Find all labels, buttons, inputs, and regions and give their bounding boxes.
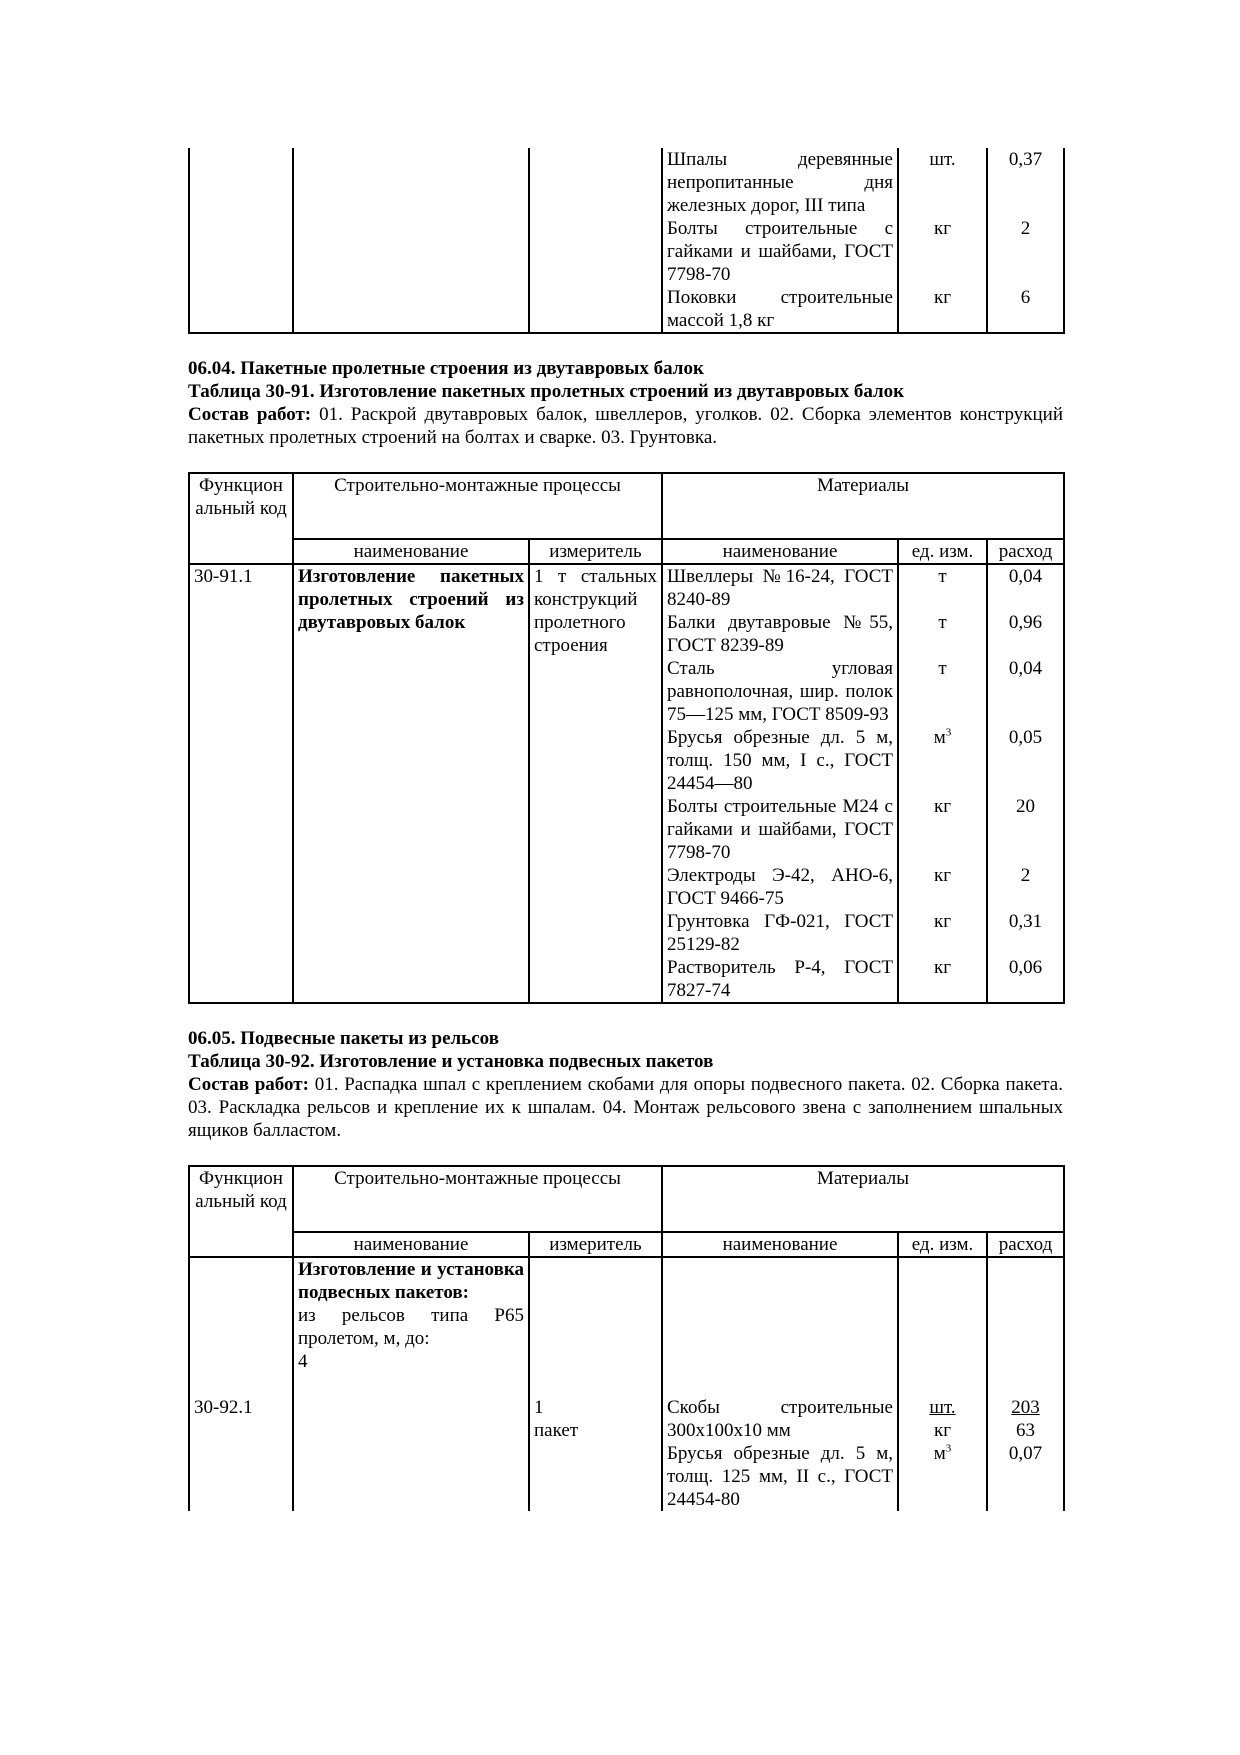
material-qty: 0,31 [987,910,1064,956]
material-name: Болты строительные с гайками и шайбами, ГОСТ 7798-70 [662,217,898,286]
process-span: 4 [298,1351,308,1372]
header-meter: измеритель [529,539,662,564]
material-unit: кг [898,217,987,286]
table-30-92 [188,1165,1065,1511]
material-unit: кг [933,1420,952,1441]
header-name: наименование [293,539,529,564]
material-qty: 203 [1011,1397,1040,1418]
table-row [189,564,1064,611]
header-meter: измеритель [529,1232,662,1257]
material-qty: 2 [987,864,1064,910]
material-name: Грунтовка ГФ-021, ГОСТ 25129-82 [662,910,898,956]
header-materials: Материалы [662,473,1064,539]
material-unit: кг [898,864,987,910]
material-name: Брусья обрезные дл. 5 м, толщ. 125 мм, II с., ГОСТ 24454-80 [667,1443,893,1510]
table-subheader-row [189,1232,1064,1257]
header-qty: расход [987,1232,1064,1257]
header-unit: ед. изм. [898,1232,987,1257]
material-unit: т [898,611,987,657]
continued-table [188,148,1065,334]
work-composition [188,403,1063,449]
material-qty: 0,96 [987,611,1064,657]
table-30-91 [188,472,1065,1004]
row-code: 30-92.1 [189,1257,293,1511]
section-heading: 06.05. Подвесные пакеты из рельсов [188,1028,499,1049]
material-qty: 0,05 [987,726,1064,795]
material-unit: кг [898,795,987,864]
meter-unit: пакет [534,1420,579,1441]
table-header-row [189,1166,1064,1232]
unit-text: м [933,1443,946,1464]
table-subheader-row [189,539,1064,564]
composition-text: 01. Раскрой двутавровых балок, швеллеров, уголков. 02. Сборка элементов конструкций пакетных пролетных строений на болтах и сварке. 03. Грунтовка. [188,404,1063,448]
material-name: Швеллеры №16-24, ГОСТ 8240-89 [662,564,898,611]
table-header-row [189,473,1064,539]
material-unit [898,726,987,795]
material-name: Поковки строительные массой 1,8 кг [662,286,898,333]
composition-label: Состав работ: [188,1074,309,1095]
material-unit: кг [898,910,987,956]
material-unit: шт. [929,1397,956,1418]
material-qty: 0,07 [1008,1443,1043,1464]
document-page [188,148,1063,1511]
table-title: Таблица 30-91. Изготовление пакетных пролетных строений из двутавровых балок [188,381,905,402]
header-processes: Строительно-монтажные процессы [293,473,662,539]
unit-superscript: 3 [945,1442,952,1455]
material-name: Брусья обрезные дл. 5 м, толщ. 150 мм, I с., ГОСТ 24454—80 [662,726,898,795]
material-name: Электроды Э-42, АНО-6, ГОСТ 9466-75 [662,864,898,910]
header-processes: Строительно-монтажные процессы [293,1166,662,1232]
header-mat-name: наименование [662,539,898,564]
section-heading: 06.04. Пакетные пролетные строения из двутавровых балок [188,358,704,379]
header-unit: ед. изм. [898,539,987,564]
header-code: Функцион альный код [189,473,293,564]
composition-text: 01. Распадка шпал с креплением скобами для опоры подвесного пакета. 02. Сборка пакета. 03. Раскладка рельсов и крепление их к шпалам. 04. Монтаж рельсового звена с заполнением шпальных ящиков балластом. [188,1074,1063,1141]
header-code: Функцион альный код [189,1166,293,1257]
material-unit: кг [898,956,987,1003]
material-name: Балки двутавровые №55, ГОСТ 8239-89 [662,611,898,657]
composition-label: Состав работ: [188,404,312,425]
material-unit: шт. [898,148,987,217]
material-unit [903,1442,982,1465]
unit-text: м [933,727,946,748]
material-qty: 6 [987,286,1064,333]
material-unit: т [898,657,987,726]
header-mat-name: наименование [662,1232,898,1257]
header-qty: расход [987,539,1064,564]
material-name: Скобы строительные 300х100х10 мм [667,1397,893,1441]
material-qty: 0,06 [987,956,1064,1003]
process-meter: 1 т стальных конструкций пролетного строения [529,564,662,1003]
process-group-sub: из рельсов типа Р65 пролетом, м, до: [298,1305,524,1349]
meter-value: 1 [534,1397,544,1418]
work-composition [188,1073,1063,1142]
table-row [189,217,1064,286]
header-materials: Материалы [662,1166,1064,1232]
material-unit: кг [898,286,987,333]
materials-cell [662,1257,898,1511]
material-qty: 0,37 [987,148,1064,217]
process-group-title: Изготовление и установка подвесных пакетов: [298,1259,524,1303]
row-code: 30-91.1 [189,564,293,1003]
section-06-05 [188,1027,1063,1142]
table-title: Таблица 30-92. Изготовление и установка подвесных пакетов [188,1051,714,1072]
table-row [189,286,1064,333]
material-name: Сталь угловая равнополочная, шир. полок 75—125 мм, ГОСТ 8509-93 [662,657,898,726]
material-name: Болты строительные М24 с гайками и шайбами, ГОСТ 7798-70 [662,795,898,864]
material-qty: 0,04 [987,564,1064,611]
qty-cell [987,1257,1064,1511]
material-qty: 0,04 [987,657,1064,726]
material-name: Растворитель Р-4, ГОСТ 7827-74 [662,956,898,1003]
process-cell [293,1257,529,1511]
material-name: Шпалы деревянные непропитанные дня железных дорог, III типа [662,148,898,217]
material-qty: 20 [987,795,1064,864]
table-row [189,1257,1064,1511]
process-name: Изготовление пакетных пролетных строений из двутавровых балок [293,564,529,1003]
material-unit: т [898,564,987,611]
material-qty: 2 [987,217,1064,286]
units-cell [898,1257,987,1511]
material-qty: 63 [1016,1420,1035,1441]
header-name: наименование [293,1232,529,1257]
section-06-04 [188,357,1063,449]
unit-superscript: 3 [945,726,952,739]
table-row [189,148,1064,217]
process-meter [529,1257,662,1511]
